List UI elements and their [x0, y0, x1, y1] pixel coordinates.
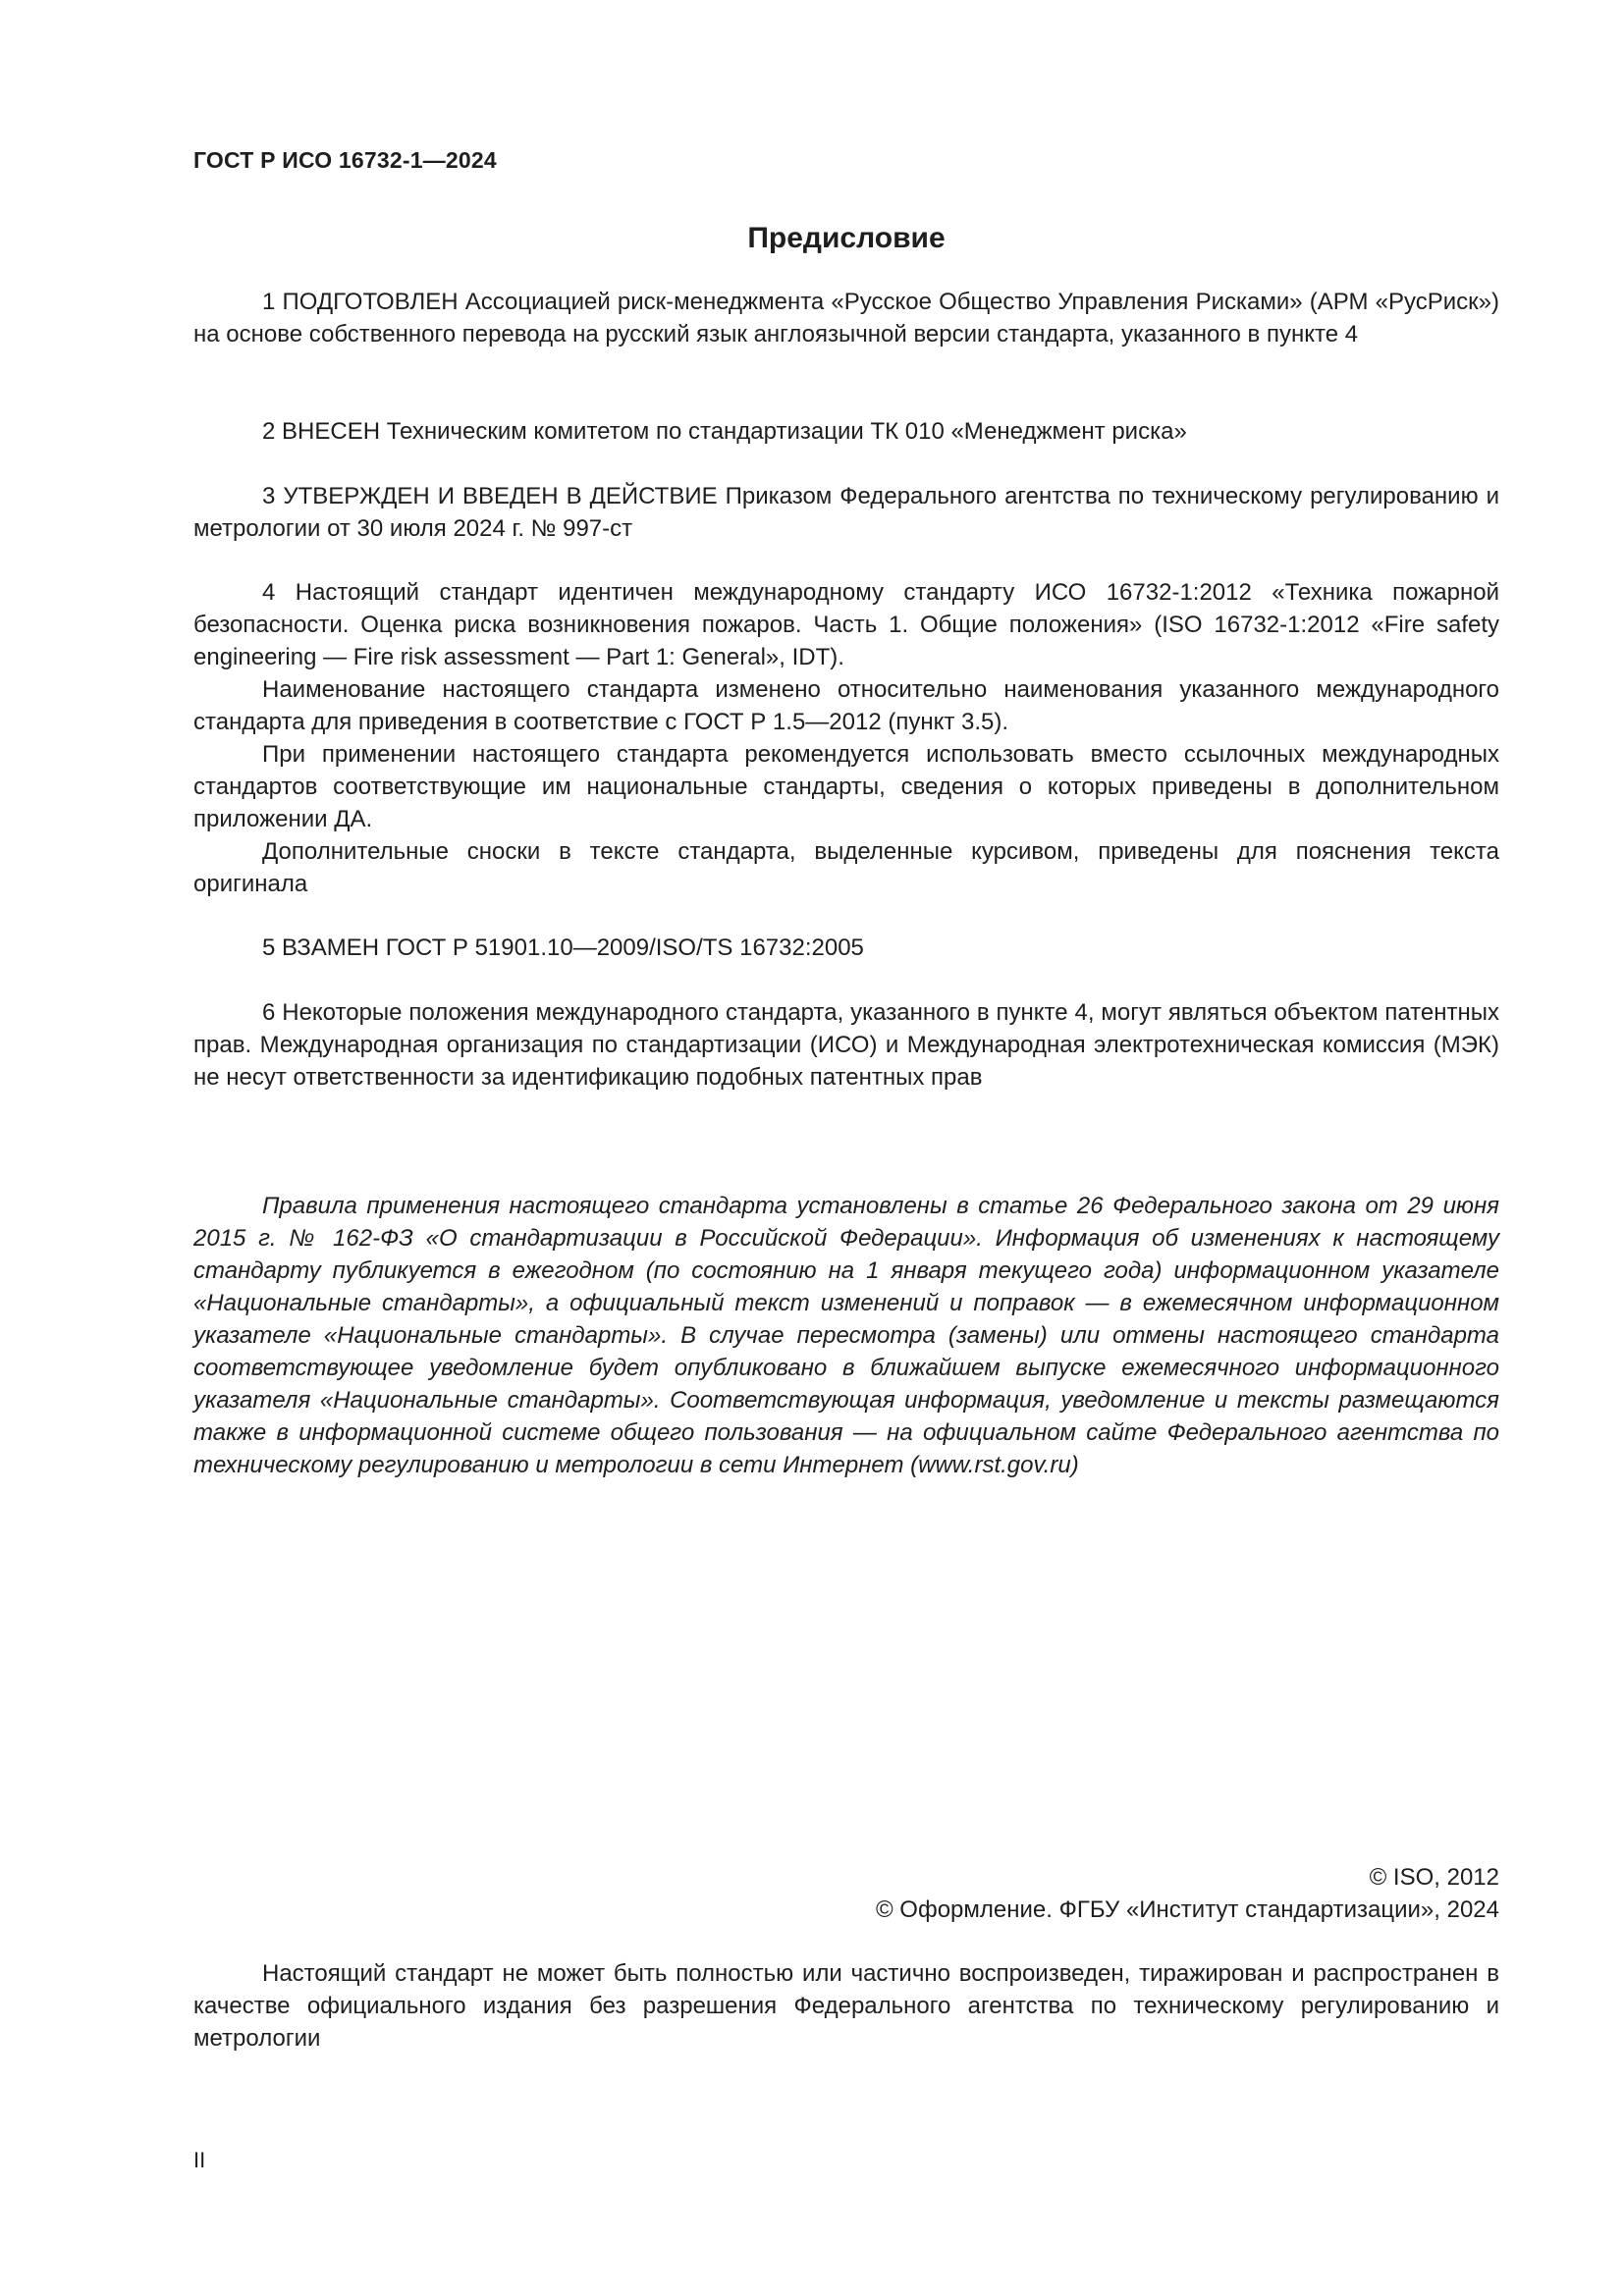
document-designation: ГОСТ Р ИСО 16732-1—2024	[193, 147, 497, 173]
preface-item-6	[193, 996, 1499, 1094]
preface-item-3-text: 3 УТВЕРЖДЕН И ВВЕДЕН В ДЕЙСТВИЕ Приказом Федерального агентства по техническому регулированию и метрологии от 30 июля 2024 г. № 997-ст	[193, 483, 1499, 542]
reproduction-notice-text: Настоящий стандарт не может быть полностью или частично воспроизведен, тиражирован и распространен в качестве официального издания без разрешения Федерального агентства по техническому регулированию и метрологии	[193, 1960, 1499, 2052]
preface-item-5	[193, 932, 1499, 964]
application-rules-notice	[193, 1190, 1499, 1481]
preface-item-1	[193, 286, 1499, 350]
preface-item-4-name-change: Наименование настоящего стандарта изменено относительно наименования указанного международного стандарта для приведения в соответствие с ГОСТ Р 1.5—2012 (пункт 3.5).	[193, 676, 1499, 735]
preface-item-4-footnotes: Дополнительные сноски в тексте стандарта, выделенные курсивом, приведены для пояснения текста оригинала	[193, 838, 1499, 897]
copyright-block	[193, 1861, 1499, 1926]
copyright-iso: © ISO, 2012	[1369, 1864, 1499, 1891]
preface-item-1-text: 1 ПОДГОТОВЛЕН Ассоциацией риск-менеджмента «Русское Общество Управления Рисками» (АРМ «РусРиск») на основе собственного перевода на русский язык англоязычной версии стандарта, указанного в пункте 4	[193, 289, 1499, 347]
page-number: II	[193, 2148, 206, 2172]
preface-item-4-text: 4 Настоящий стандарт идентичен международному стандарту ИСО 16732-1:2012 «Техника пожарной безопасности. Оценка риска возникновения пожаров. Часть 1. Общие положения» (ISO 16732-1:2012 «Fire safety engineering — Fire risk assessment — Part 1: General», IDT).	[193, 579, 1499, 670]
reproduction-notice	[193, 1957, 1499, 2055]
preface-item-2	[193, 415, 1499, 448]
preface-item-6-text: 6 Некоторые положения международного стандарта, указанного в пункте 4, могут являться объектом патентных прав. Международная организация по стандартизации (ИСО) и Международная электротехническая комиссия (МЭК) не несут ответственности за идентификацию подобных патентных прав	[193, 999, 1499, 1091]
page-title: Предисловие	[747, 222, 946, 254]
preface-item-5-text: 5 ВЗАМЕН ГОСТ Р 51901.10—2009/ISO/TS 16732:2005	[262, 934, 864, 961]
preface-item-2-text: 2 ВНЕСЕН Техническим комитетом по стандартизации ТК 010 «Менеджмент риска»	[262, 418, 1187, 445]
preface-item-4-references: При применении настоящего стандарта рекомендуется использовать вместо ссылочных международных стандартов соответствующие им национальные стандарты, сведения о которых приведены в дополнительном приложении ДА.	[193, 741, 1499, 832]
application-rules-text: Правила применения настоящего стандарта установлены в статье 26 Федерального закона от 29 июня 2015 г. № 162-ФЗ «О стандартизации в Российской Федерации». Информация об изменениях к настоящему стандарту публикуется в ежегодном (по состоянию на 1 января текущего года) информационном указателе «Национальные стандарты», а официальный текст изменений и поправок — в ежемесячном информационном указателе «Национальные стандарты». В случае пересмотра (замены) или отмены настоящего стандарта соответствующее уведомление будет опубликовано в ближайшем выпуске ежемесячного информационного указателя «Национальные стандарты». Соответствующая информация, уведомление и тексты размещаются также в информационной системе общего пользования — на официальном сайте Федерального агентства по техническому регулированию и метрологии в сети Интернет (www.rst.gov.ru)	[193, 1193, 1499, 1478]
preface-item-4	[193, 576, 1499, 900]
copyright-design: © Оформление. ФГБУ «Институт стандартизации», 2024	[875, 1896, 1499, 1923]
preface-item-3	[193, 480, 1499, 545]
